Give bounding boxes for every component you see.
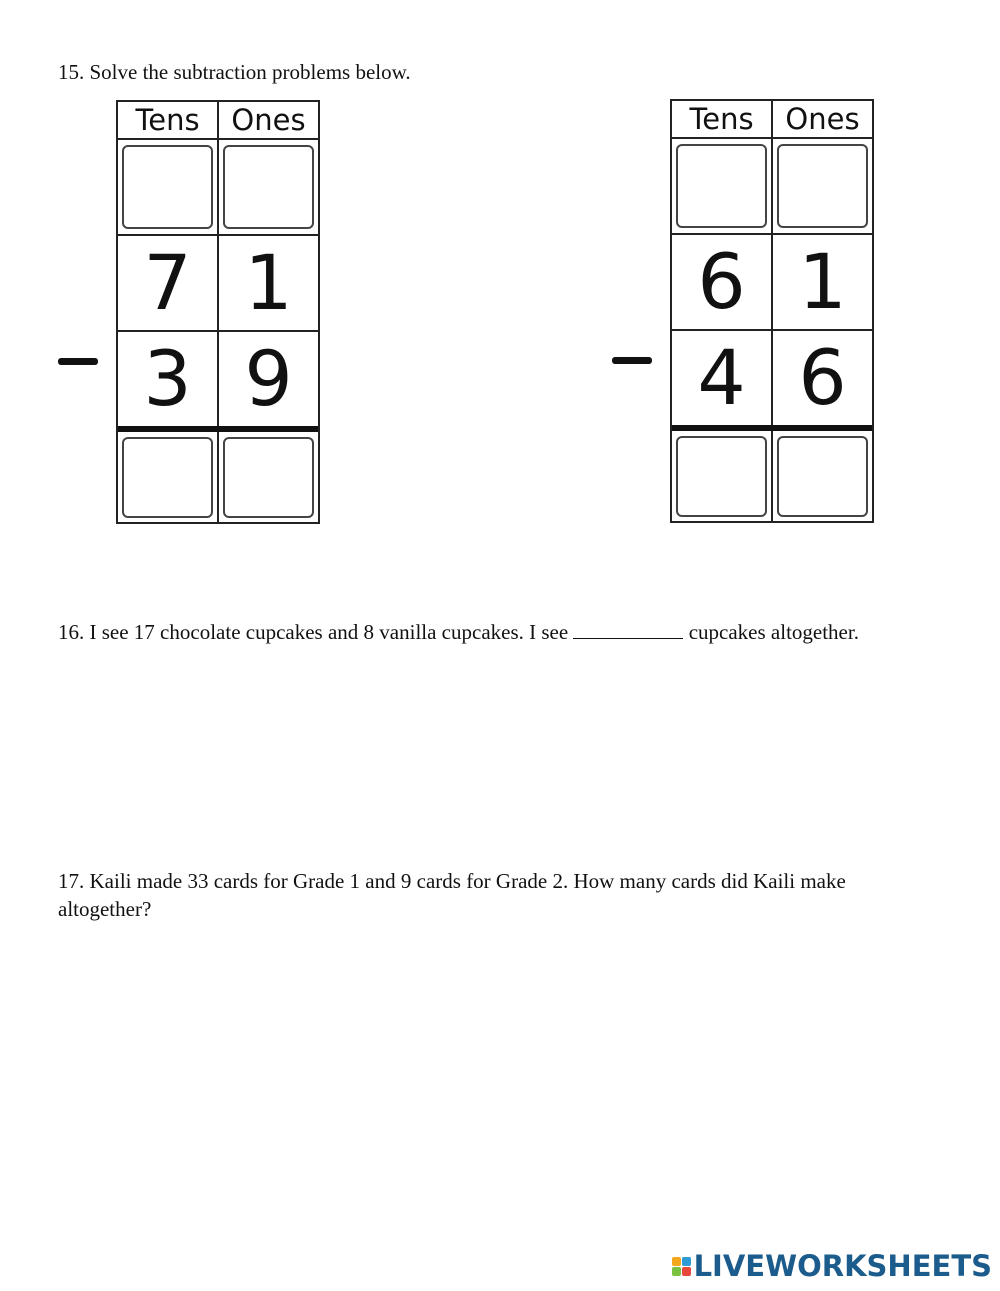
regroup-tens-box[interactable] bbox=[676, 144, 767, 229]
subtrahend-tens: 3 bbox=[143, 334, 192, 423]
place-value-grid bbox=[116, 100, 320, 524]
question-16-text-end: cupcakes altogether. bbox=[683, 620, 859, 644]
subtrahend-ones: 9 bbox=[217, 332, 318, 426]
minus-sign bbox=[612, 357, 652, 364]
question-17: 17. Kaili made 33 cards for Grade 1 and 9 cards for Grade 2. How many cards did Kaili make altogether? bbox=[58, 869, 846, 921]
subtrahend-tens: 4 bbox=[697, 333, 746, 422]
minuend-ones: 1 bbox=[771, 235, 872, 329]
answer-ones-box[interactable] bbox=[777, 436, 868, 517]
subtrahend-ones: 6 bbox=[771, 331, 872, 425]
brand-name: LIVEWORKSHEETS bbox=[693, 1249, 992, 1283]
question-16-text-start: 16. I see 17 chocolate cupcakes and 8 vanilla cupcakes. I see bbox=[58, 620, 574, 644]
question-15: 15. Solve the subtraction problems below. bbox=[58, 60, 411, 84]
minuend-ones: 1 bbox=[217, 236, 318, 330]
regroup-ones-box[interactable] bbox=[223, 145, 314, 230]
ones-header: Ones bbox=[217, 102, 318, 138]
regroup-ones-box[interactable] bbox=[777, 144, 868, 229]
answer-tens-box[interactable] bbox=[122, 437, 213, 518]
ones-header: Ones bbox=[771, 101, 872, 137]
liveworksheets-icon bbox=[672, 1257, 691, 1276]
question-16 bbox=[58, 618, 859, 646]
tens-header: Tens bbox=[135, 103, 200, 137]
answer-tens-box[interactable] bbox=[676, 436, 767, 517]
regroup-tens-box[interactable] bbox=[122, 145, 213, 230]
tens-header: Tens bbox=[689, 102, 754, 136]
answer-blank[interactable] bbox=[573, 618, 683, 639]
liveworksheets-logo bbox=[672, 1249, 992, 1283]
minuend-tens: 6 bbox=[697, 237, 746, 326]
place-value-grid bbox=[670, 99, 874, 523]
minuend-tens: 7 bbox=[143, 238, 192, 327]
answer-ones-box[interactable] bbox=[223, 437, 314, 518]
minus-sign bbox=[58, 358, 98, 365]
